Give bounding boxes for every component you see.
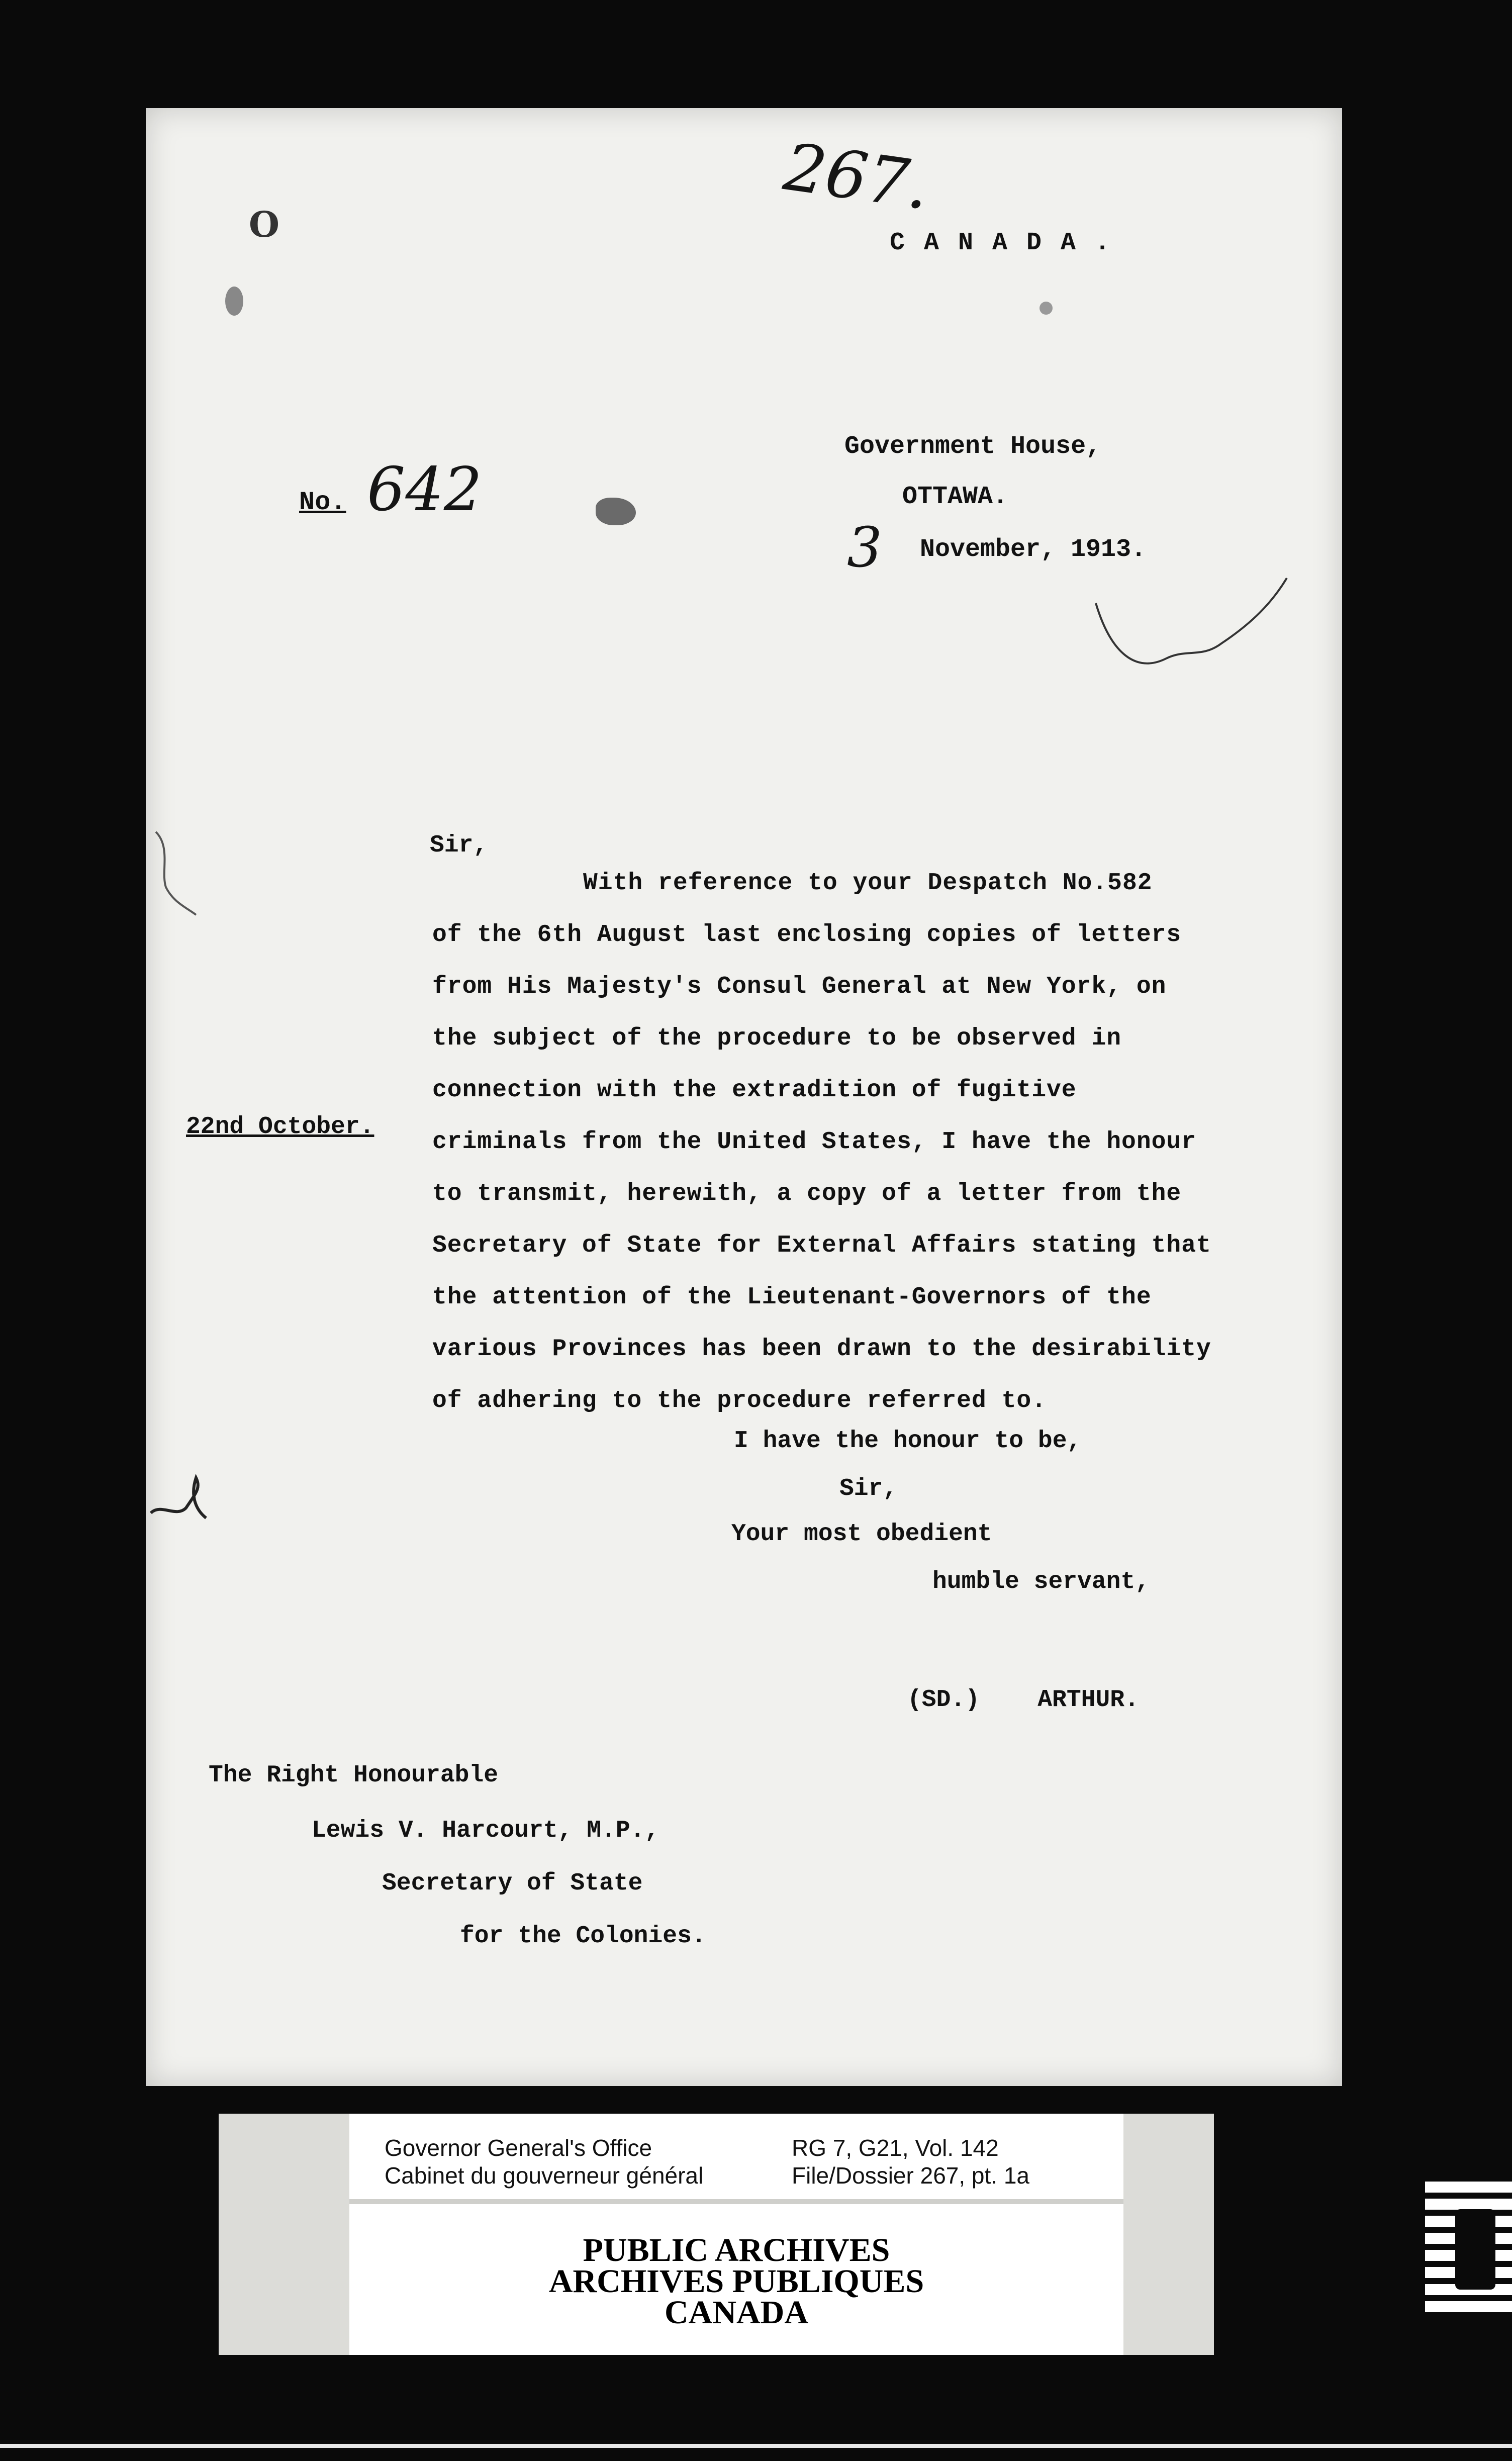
addressee-line-3: Secretary of State: [382, 1870, 643, 1897]
body-line: of the 6th August last enclosing copies of letters: [432, 921, 1182, 949]
body-line: from His Majesty's Consul General at New York, on: [432, 973, 1167, 1000]
address-line-1: Government House,: [844, 432, 1101, 461]
address-line-2: OTTAWA.: [902, 483, 1008, 511]
margin-pencil-mark: [146, 827, 201, 917]
punch-hole-top: O: [249, 204, 279, 245]
addressee-line-1: The Right Honourable: [209, 1762, 499, 1789]
margin-handwritten-mark: [146, 1473, 211, 1528]
salutation: Sir,: [430, 832, 488, 859]
body-line: With reference to your Despatch No.582: [583, 870, 1153, 897]
film-perforation-hole: [1455, 2209, 1495, 2290]
body-line: the attention of the Lieutenant-Governors of the: [432, 1284, 1152, 1311]
ink-smudge: [596, 498, 636, 525]
despatch-number-prefix: No.: [299, 488, 346, 517]
closing-line-3: Your most obedient: [731, 1521, 992, 1548]
body-line: of adhering to the procedure referred to.: [432, 1387, 1047, 1414]
date-day-handwritten: 3: [847, 515, 882, 580]
archive-label: [349, 2114, 1123, 2355]
despatch-number-handwritten: 642: [367, 455, 483, 525]
stamp-archives-publiques: ARCHIVES PUBLIQUES: [548, 2263, 924, 2300]
small-mark: [1040, 302, 1053, 315]
handwritten-stroke: [1091, 573, 1302, 724]
film-bottom-edge: [0, 2444, 1512, 2448]
label-file: File/Dossier 267, pt. 1a: [792, 2162, 1030, 2189]
label-office-fr: Cabinet du gouverneur général: [385, 2162, 704, 2189]
closing-line-2: Sir,: [839, 1475, 898, 1502]
body-line: connection with the extradition of fugitive: [432, 1077, 1077, 1104]
body-line: Secretary of State for External Affairs stating that: [432, 1232, 1211, 1259]
archive-label-strip: [219, 2114, 1214, 2355]
file-number-handwritten: 267.: [779, 128, 934, 225]
body-line: various Provinces has been drawn to the desirability: [432, 1336, 1211, 1363]
label-reference: RG 7, G21, Vol. 142: [792, 2135, 999, 2161]
addressee-line-4: for the Colonies.: [460, 1923, 706, 1950]
punch-hole-bottom: [225, 287, 243, 316]
closing-line-4: humble servant,: [932, 1568, 1150, 1595]
letter-body: [432, 870, 1211, 1439]
signature: (SD.) ARTHUR.: [907, 1686, 1139, 1714]
body-line: criminals from the United States, I have the honour: [432, 1128, 1197, 1156]
margin-note-date: 22nd October.: [186, 1113, 374, 1141]
stamp-public-archives: PUBLIC ARCHIVES: [583, 2232, 890, 2268]
label-office-en: Governor General's Office: [385, 2135, 652, 2161]
body-line: the subject of the procedure to be observed in: [432, 1025, 1122, 1052]
date-line: November, 1913.: [920, 535, 1147, 564]
country-heading: C A N A D A .: [890, 229, 1112, 257]
stamp-canada: CANADA: [665, 2294, 808, 2331]
body-line: to transmit, herewith, a copy of a letter from the: [432, 1180, 1182, 1207]
label-divider: [349, 2199, 1123, 2204]
closing-line-1: I have the honour to be,: [734, 1428, 1082, 1455]
letter-page: [146, 108, 1342, 2086]
addressee-line-2: Lewis V. Harcourt, M.P.,: [312, 1817, 659, 1844]
